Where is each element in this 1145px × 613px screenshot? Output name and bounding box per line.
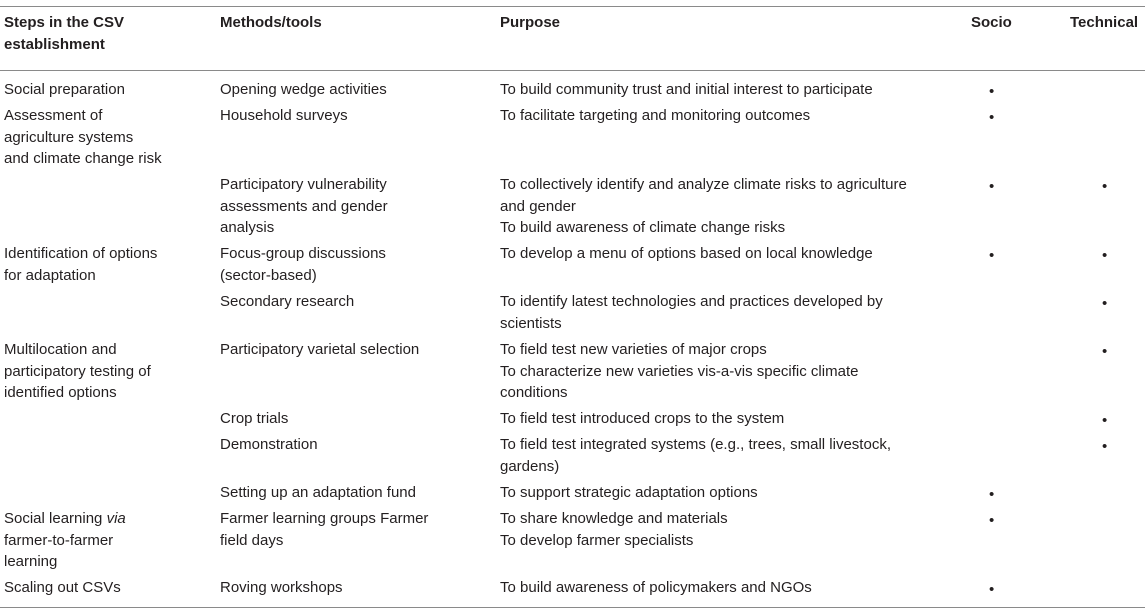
row-purpose-line: To collectively identify and analyze climate risks to agriculture xyxy=(500,176,907,193)
row-purpose xyxy=(500,408,784,430)
row-method-line: Secondary research xyxy=(220,293,355,310)
row-method xyxy=(220,79,387,101)
row-purpose-line: gardens) xyxy=(500,457,560,475)
row-method xyxy=(220,577,343,599)
row-method xyxy=(220,243,386,286)
row-method xyxy=(220,339,419,361)
row-purpose-line: conditions xyxy=(500,384,568,401)
row-method-line: Roving workshops xyxy=(220,579,343,596)
header-steps-line-1: Steps in the CSV xyxy=(4,14,125,31)
technical-bullet: • xyxy=(1102,438,1108,455)
row-method-line: Opening wedge activities xyxy=(220,81,387,98)
row-step-line: Scaling out CSVs xyxy=(4,579,121,596)
header-rule xyxy=(0,70,1145,71)
row-method-line: Household surveys xyxy=(220,107,348,124)
row-purpose-line: To build awareness of climate change risks xyxy=(500,219,786,236)
row-purpose xyxy=(500,482,758,504)
row-purpose xyxy=(500,434,891,477)
row-step-line: Social preparation xyxy=(4,81,125,98)
header-steps xyxy=(4,12,124,55)
row-method xyxy=(220,482,416,504)
row-step-line: Assessment of xyxy=(4,107,103,124)
row-step xyxy=(4,508,126,573)
row-method-line: Setting up an adaptation fund xyxy=(220,484,416,501)
row-method xyxy=(220,291,354,313)
row-step-line: farmer-to-farmer xyxy=(4,531,114,549)
row-purpose-line: To field test introduced crops to the system xyxy=(500,410,785,427)
row-purpose-line: To support strategic adaptation options xyxy=(500,484,758,501)
row-method xyxy=(220,408,288,430)
row-method-line: (sector-based) xyxy=(220,266,317,284)
row-purpose xyxy=(500,174,907,239)
row-step xyxy=(4,339,151,404)
row-step-line: agriculture systems xyxy=(4,128,134,146)
row-purpose-line: To field test new varieties of major crops xyxy=(500,341,767,358)
row-purpose-line: and gender xyxy=(500,197,576,215)
row-method xyxy=(220,508,428,551)
row-purpose xyxy=(500,105,810,127)
row-method-line: field days xyxy=(220,531,284,549)
row-method-line: Crop trials xyxy=(220,410,289,427)
header-methods: Methods/tools xyxy=(220,14,322,31)
row-method-line: Farmer learning groups Farmer xyxy=(220,510,429,527)
header-steps-line-2: establishment xyxy=(4,35,105,53)
row-step-line: Identification of options xyxy=(4,245,158,262)
socio-bullet: • xyxy=(989,178,995,195)
row-method xyxy=(220,174,388,239)
row-step-line: participatory testing of xyxy=(4,362,151,380)
socio-bullet: • xyxy=(989,486,995,503)
row-purpose-line: To facilitate targeting and monitoring outcomes xyxy=(500,107,811,124)
row-step-line: for adaptation xyxy=(4,266,96,284)
row-purpose-line: To field test integrated systems (e.g., trees, small livestock, xyxy=(500,436,891,453)
technical-bullet: • xyxy=(1102,295,1108,312)
table-top-rule xyxy=(0,6,1145,7)
row-step-line: and climate change risk xyxy=(4,150,162,167)
row-purpose-line: To identify latest technologies and practices developed by xyxy=(500,293,883,310)
row-purpose-line: To build awareness of policymakers and NGOs xyxy=(500,579,812,596)
row-purpose xyxy=(500,79,873,101)
row-purpose-line: To build community trust and initial interest to participate xyxy=(500,81,873,98)
socio-bullet: • xyxy=(989,109,995,126)
header-technical: Technical xyxy=(1070,14,1139,31)
socio-bullet: • xyxy=(989,581,995,598)
row-step xyxy=(4,243,157,286)
row-step-line: learning xyxy=(4,553,58,570)
row-method xyxy=(220,105,348,127)
row-purpose xyxy=(500,577,812,599)
row-method-line: analysis xyxy=(220,219,275,236)
row-step xyxy=(4,105,162,170)
row-method-line: Participatory vulnerability xyxy=(220,176,387,193)
row-purpose-line: To characterize new varieties vis-a-vis specific climate xyxy=(500,362,859,380)
row-step-line: identified options xyxy=(4,384,117,401)
technical-bullet: • xyxy=(1102,412,1108,429)
table-bottom-rule xyxy=(0,607,1145,608)
row-purpose-line: scientists xyxy=(500,314,562,332)
technical-bullet: • xyxy=(1102,343,1108,360)
row-step xyxy=(4,577,121,599)
row-method-line: assessments and gender xyxy=(220,197,388,215)
socio-bullet: • xyxy=(989,83,995,100)
row-purpose xyxy=(500,291,883,334)
header-socio: Socio xyxy=(971,14,1012,31)
header-purpose: Purpose xyxy=(500,14,561,31)
technical-bullet: • xyxy=(1102,178,1108,195)
row-purpose-line: To share knowledge and materials xyxy=(500,510,728,527)
row-purpose xyxy=(500,508,728,551)
row-step-line: Multilocation and xyxy=(4,341,117,358)
row-method xyxy=(220,434,318,456)
row-step-line: Social learning via xyxy=(4,510,126,527)
technical-bullet: • xyxy=(1102,247,1108,264)
row-method-line: Participatory varietal selection xyxy=(220,341,420,358)
row-method-line: Demonstration xyxy=(220,436,318,453)
row-step xyxy=(4,79,125,101)
row-purpose xyxy=(500,339,858,404)
socio-bullet: • xyxy=(989,247,995,264)
socio-bullet: • xyxy=(989,512,995,529)
row-method-line: Focus-group discussions xyxy=(220,245,386,262)
row-purpose-line: To develop farmer specialists xyxy=(500,531,694,549)
row-purpose-line: To develop a menu of options based on local knowledge xyxy=(500,245,873,262)
row-purpose xyxy=(500,243,873,265)
